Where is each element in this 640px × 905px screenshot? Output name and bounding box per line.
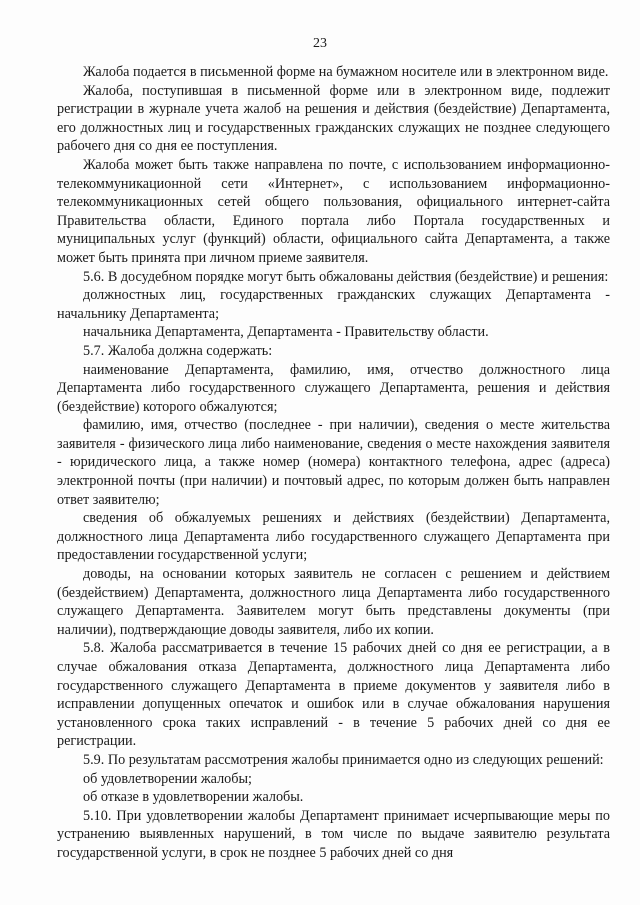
paragraph: Жалоба, поступившая в письменной форме или в электронном виде, подлежит регистрации в журнале учета жалоб на решения и действия (бездействие) Департамента, его должностных лиц и государственных гражданских служащих не позднее следующего рабочего дня со дня ее поступления. <box>57 82 610 155</box>
paragraph: начальника Департамента, Департамента - Правительству области. <box>83 324 489 341</box>
paragraph: 5.8. Жалоба рассматривается в течение 15 рабочих дней со дня ее регистрации, а в случае обжалования отказа Департамента, должностного лица Департамента либо государственного служащего Департамента в приеме документов у заявителя либо в исправлении допущенных опечаток и ошибок или в случае обжалования нарушения установленного срока таких исправлений - в течение 5 рабочих дней со дня ее регистрации. <box>57 640 610 750</box>
paragraph: сведения об обжалуемых решениях и действиях (бездействии) Департамента, должностного лица Департамента либо государственного служащего Департамента при предоставлении государственной услуги; <box>57 510 610 564</box>
paragraph: фамилию, имя, отчество (последнее - при наличии), сведения о месте жительства заявителя - физического лица либо наименование, сведения о месте нахождения заявителя - юридического лица, а также номер (номера) контактного телефона, адрес (адреса) электронной почты (при наличии) и почтовый адрес, по которым должен быть направлен ответ заявителю; <box>57 417 610 508</box>
paragraph: 5.7. Жалоба должна содержать: <box>83 342 273 359</box>
paragraph: 5.9. По результатам рассмотрения жалобы принимается одно из следующих решений: <box>83 751 604 768</box>
paragraph: доводы, на основании которых заявитель не согласен с решением и действием (бездействием) Департамента, должностного лица Департамента либо государственного служащего Департамента. Заявителем могут быть представлены документы (при наличии), подтверждающие доводы заявителя, либо их копии. <box>57 566 610 638</box>
page-number: 23 <box>313 36 327 51</box>
paragraph: Жалоба может быть также направлена по почте, с использованием информационно-телекоммуникационной сети «Интернет», с использованием информационно-телекоммуникационных сетей общего пользования, официального интернет-сайта Правительства области, Единого портала либо Портала государственных и муниципальных услуг (функций) области, официального сайта Департамента, а также может быть принята при личном приеме заявителя. <box>57 156 610 266</box>
document-body <box>57 63 610 863</box>
paragraph: об отказе в удовлетворении жалобы. <box>83 789 304 806</box>
paragraph: об удовлетворении жалобы; <box>83 770 252 787</box>
paragraph: должностных лиц, государственных гражданских служащих Департамента - начальнику Департамента; <box>57 287 610 322</box>
paragraph: Жалоба подается в письменной форме на бумажном носителе или в электронном виде. <box>83 64 609 80</box>
paragraph: 5.10. При удовлетворении жалобы Департамент принимает исчерпывающие меры по устранению выявленных нарушений, в том числе по выдаче заявителю результата государственной услуги, в срок не позднее 5 рабочих дней со дня <box>57 807 610 861</box>
paragraph: 5.6. В досудебном порядке могут быть обжалованы действия (бездействие) и решения: <box>83 268 609 285</box>
paragraph: наименование Департамента, фамилию, имя, отчество должностного лица Департамента либо государственного служащего Департамента, решения и действия (бездействие) которого обжалуются; <box>57 361 610 415</box>
